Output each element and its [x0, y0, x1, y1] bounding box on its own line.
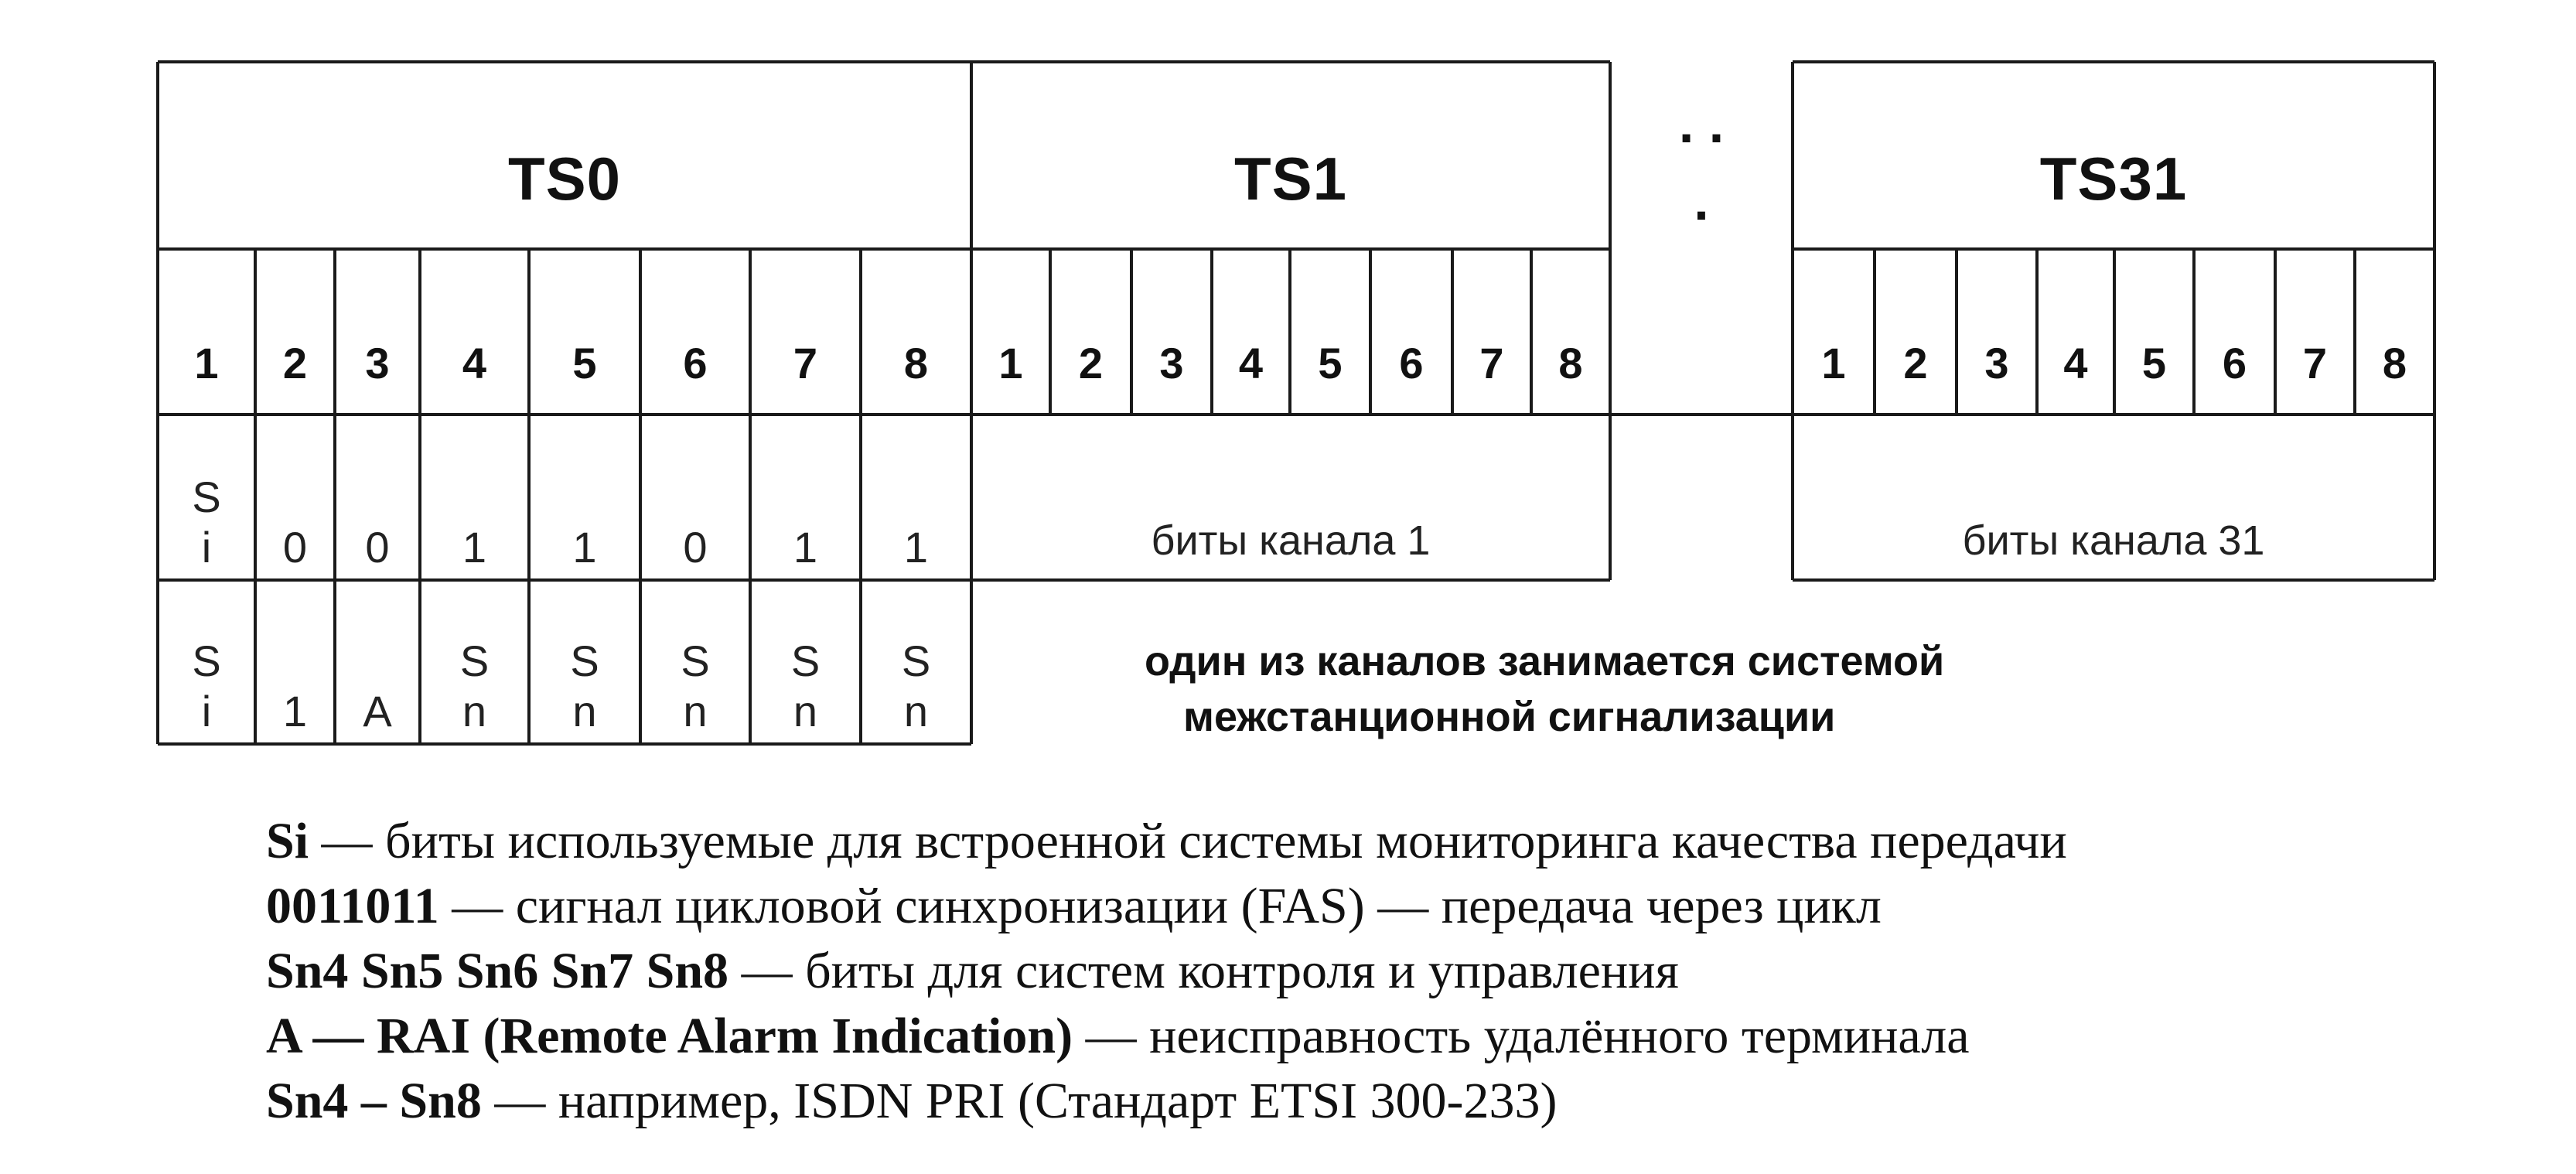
- ts31-bit-number: 8: [2382, 338, 2407, 387]
- ts1-bit-number: 5: [1318, 338, 1343, 387]
- ts1-title: TS1: [1233, 144, 1348, 213]
- ts0-fas-bit-cell: S i: [192, 473, 221, 572]
- ts1-bit-number: 7: [1479, 338, 1504, 387]
- ts0-nfas-bit-cell: S n: [570, 636, 599, 735]
- legend-term: Sn4 – Sn8: [266, 1073, 482, 1129]
- ts1-bit-number: 2: [1078, 338, 1104, 387]
- ts1-channel-bits-label: биты канала 1: [1151, 517, 1431, 564]
- ts0-nfas-bit-cell: S n: [681, 636, 710, 735]
- ts31-bit-number: 5: [2141, 338, 2167, 387]
- ts31-channel-bits-label: биты канала 31: [1962, 517, 2265, 564]
- ts0-fas-bit-cell: 1: [903, 522, 929, 572]
- ts0-fas-bit-cell: 0: [282, 522, 308, 572]
- ts31-bottom-border: [1793, 578, 2434, 582]
- ts0-row-a-divider: [158, 578, 971, 582]
- ts0-fas-bit-cell: 0: [683, 522, 708, 572]
- ts31-bit-number: 3: [1984, 338, 2009, 387]
- legend-entry: [266, 877, 1882, 936]
- legend-term: Si: [266, 813, 309, 869]
- ts0-bit-number: 5: [572, 338, 597, 387]
- ts0-bit-number: 2: [282, 338, 308, 387]
- legend-entry: [266, 1072, 1558, 1131]
- ts1-bit-number: 4: [1238, 338, 1264, 387]
- ts0-fas-bit-cell: 0: [365, 522, 390, 572]
- ts0-bit-number: 6: [683, 338, 708, 387]
- ts0-nfas-bit-cell: A: [363, 686, 392, 735]
- ts0-bit-number: 7: [793, 338, 818, 387]
- ellipsis-dots-top: . .: [1678, 94, 1725, 154]
- ts1-bottom-border: [971, 578, 1610, 582]
- ts0-nfas-bit-cell: S n: [901, 636, 931, 735]
- legend-description: — неисправность удалённого терминала: [1073, 1008, 1970, 1064]
- ts0-fas-bit-cell: 1: [572, 522, 597, 572]
- ts1-bit-number: 1: [998, 338, 1023, 387]
- ts0-nfas-bit-cell: 1: [282, 686, 308, 735]
- gap-connector-line: [1610, 413, 1793, 416]
- ts0-top-border: [158, 60, 971, 63]
- ts31-bit-number: 2: [1903, 338, 1928, 387]
- ts31-bit-number: 1: [1821, 338, 1846, 387]
- legend-description: — биты используемые для встроенной системы мониторинга качества передачи: [309, 813, 2067, 869]
- ts0-nfas-bit-cell: S n: [790, 636, 821, 735]
- ts1-bit-number: 8: [1558, 338, 1583, 387]
- ts1-top-border: [971, 60, 1610, 63]
- legend-description: — биты для систем контроля и управления: [728, 943, 1679, 999]
- ts1-bit-number: 3: [1159, 338, 1184, 387]
- ts0-bit-number: 3: [365, 338, 390, 387]
- ts0-nfas-bit-cell: S i: [192, 636, 221, 735]
- ts31-bit-number: 4: [2063, 338, 2088, 387]
- legend-entry: [266, 1007, 1970, 1066]
- ts31-top-border: [1793, 60, 2434, 63]
- ts0-bit-number: 8: [903, 338, 929, 387]
- ts31-title: TS31: [2039, 144, 2188, 213]
- ts31-bit-number: 6: [2222, 338, 2247, 387]
- ts31-bit-number: 7: [2302, 338, 2328, 387]
- legend-entry: [266, 812, 2067, 871]
- legend-term: Sn4 Sn5 Sn6 Sn7 Sn8: [266, 943, 729, 999]
- ts0-bit-number: 1: [194, 338, 219, 387]
- signaling-note-line-2: межстанционной сигнализации: [1183, 694, 1836, 740]
- legend-description: — сигнал цикловой синхронизации (FAS) — передача через цикл: [438, 878, 1882, 934]
- signaling-note-line-1: один из каналов занимается системой: [1145, 638, 1945, 684]
- legend-term: A — RAI (Remote Alarm Indication): [266, 1008, 1073, 1064]
- legend-term: 0011011: [266, 878, 439, 934]
- ts0-bottom-border: [158, 742, 971, 746]
- legend-description: — например, ISDN PRI (Стандарт ETSI 300-233): [481, 1073, 1558, 1129]
- ts0-bits-divider: [158, 413, 971, 416]
- ts0-nfas-bit-cell: S n: [459, 636, 490, 735]
- ts0-fas-bit-cell: 1: [462, 522, 487, 572]
- ts0-fas-bit-cell: 1: [793, 522, 818, 572]
- ts0-bit-number: 4: [462, 338, 487, 387]
- ellipsis-dots-bottom: .: [1694, 171, 1709, 231]
- ts0-title: TS0: [507, 144, 622, 213]
- legend-entry: [266, 942, 1679, 1001]
- ts1-bit-number: 6: [1399, 338, 1424, 387]
